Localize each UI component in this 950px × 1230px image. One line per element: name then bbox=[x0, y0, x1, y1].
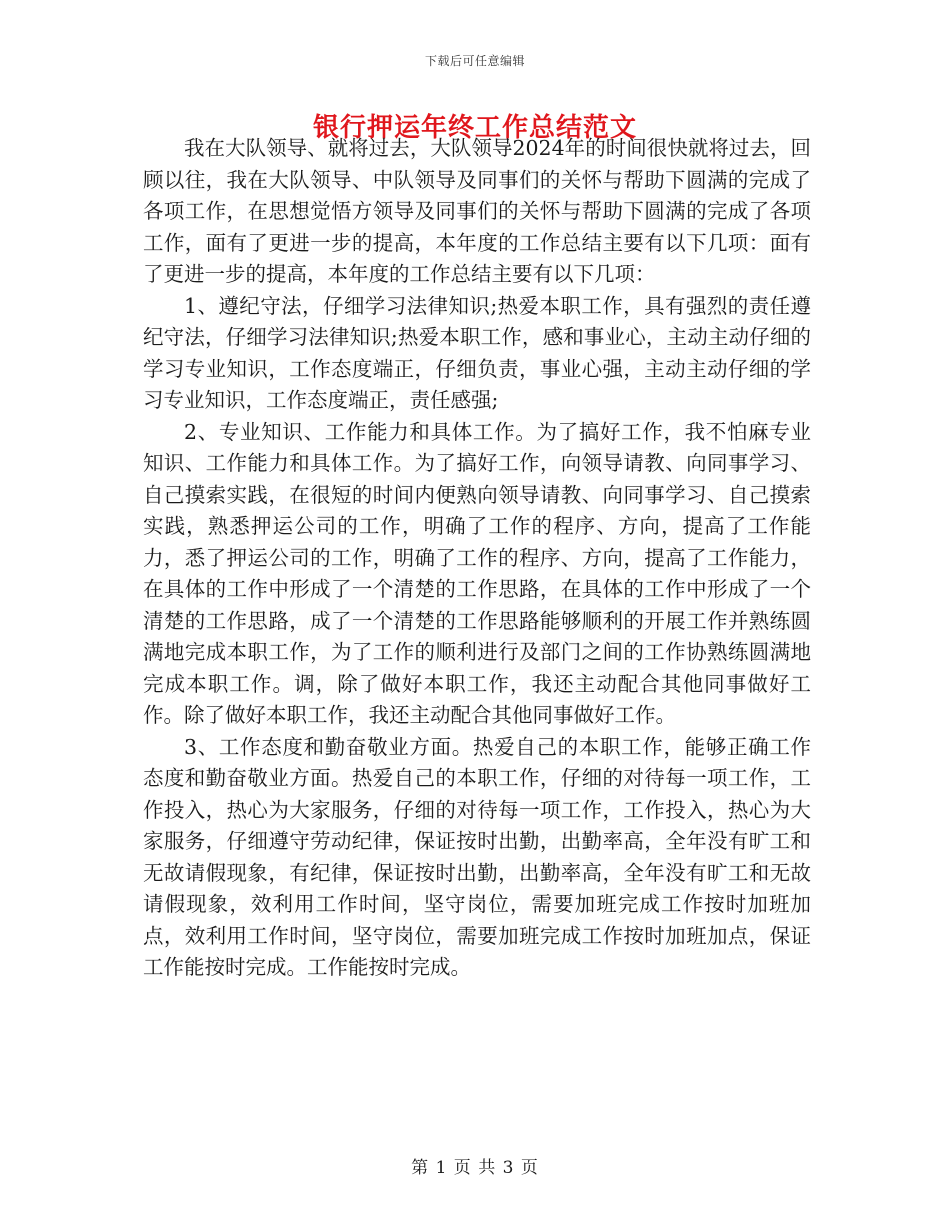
page-number-footer: 第 1 页 共 3 页 bbox=[411, 1158, 539, 1178]
document-title: 银行押运年终工作总结范文 bbox=[312, 113, 637, 143]
paragraph-item-3: 3、工作态度和勤奋敬业方面。热爱自己的本职工作，能够正确工作态度和勤奋敬业方面。热爱自己的本职工作，仔细的对待每一项工作，工作投入，热心为大家服务，仔细的对待每一项工作，工作投入，热心为大家服务，仔细遵守劳动纪律，保证按时出勤，出勤率高，全年没有旷工和无故请假现象，有纪律，保证按时出勤，出勤率高，全年没有旷工和无故请假现象，效利用工作时间，坚守岗位，需要加班完成工作按时加班加点，效利用工作时间，坚守岗位，需要加班完成工作按时加班加点，保证工作能按时完成。工作能按时完成。 bbox=[143, 734, 811, 979]
paragraph-item-2: 2、专业知识、工作能力和具体工作。为了搞好工作，我不怕麻专业知识、工作能力和具体工作。为了搞好工作，向领导请教、向同事学习、自己摸索实践，在很短的时间内便熟向领导请教、向同事学习、自己摸索实践，熟悉押运公司的工作，明确了工作的程序、方向，提高了工作能力，悉了押运公司的工作，明确了工作的程序、方向，提高了工作能力，在具体的工作中形成了一个清楚的工作思路，在具体的工作中形成了一个清楚的工作思路，成了一个清楚的工作思路能够顺利的开展工作并熟练圆满地完成本职工作，为了工作的顺利进行及部门之间的工作协熟练圆满地完成本职工作。调，除了做好本职工作，我还主动配合其他同事做好工作。除了做好本职工作，我还主动配合其他同事做好工作。 bbox=[143, 419, 811, 727]
paragraph-item-1: 1、遵纪守法，仔细学习法律知识;热爱本职工作，具有强烈的责任遵纪守法，仔细学习法律知识;热爱本职工作，感和事业心，主动主动仔细的学习专业知识，工作态度端正，仔细负责，事业心强，主动主动仔细的学习专业知识，工作态度端正，责任感强; bbox=[143, 293, 811, 412]
paragraph-intro: 我在大队领导、就将过去，大队领导2024年的时间很快就将过去，回顾以往，我在大队领导、中队领导及同事们的关怀与帮助下圆满的完成了各项工作，在思想觉悟方领导及同事们的关怀与帮助下圆满的完成了各项工作，面有了更进一步的提高，本年度的工作总结主要有以下几项：面有了更进一步的提高，本年度的工作总结主要有以下几项： bbox=[143, 136, 811, 286]
document-body bbox=[143, 133, 811, 984]
page-header-note: 下载后可任意编辑 bbox=[424, 54, 525, 68]
